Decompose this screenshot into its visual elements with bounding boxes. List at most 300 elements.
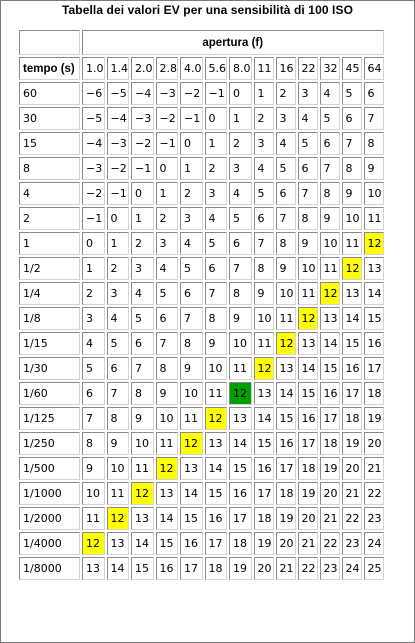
ev-cell: −4 <box>107 107 130 130</box>
ev-cell: 19 <box>229 557 252 580</box>
time-cell: 1 <box>19 232 80 255</box>
ev-cell: 25 <box>364 557 384 580</box>
ev-cell: 17 <box>320 407 340 430</box>
fstop-header-cell: 1.0 <box>82 57 105 80</box>
table-row <box>19 357 384 380</box>
ev-cell: 15 <box>298 382 318 405</box>
fstop-header-cell: 11 <box>254 57 274 80</box>
ev-cell: 10 <box>229 332 252 355</box>
ev-cell: 8 <box>298 207 318 230</box>
ev-cell: 6 <box>229 232 252 255</box>
ev-cell: 24 <box>364 532 384 555</box>
ev-cell: 11 <box>205 382 228 405</box>
table-row <box>19 457 384 480</box>
ev-cell: 15 <box>342 332 362 355</box>
ev-cell: 13 <box>229 407 252 430</box>
table-row <box>19 532 384 555</box>
ev-cell: 10 <box>205 357 228 380</box>
ev-cell: 17 <box>342 382 362 405</box>
ev-cell: 14 <box>107 557 130 580</box>
ev-cell: 12 <box>320 282 340 305</box>
table-row <box>19 257 384 280</box>
ev-cell: 19 <box>298 482 318 505</box>
table-title: Tabella dei valori EV per una sensibilità di 100 ISO <box>61 3 354 17</box>
ev-cell: −1 <box>205 82 228 105</box>
ev-cell: 21 <box>298 532 318 555</box>
ev-cell: 22 <box>298 557 318 580</box>
ev-cell: −1 <box>82 207 105 230</box>
ev-cell: 6 <box>82 382 105 405</box>
ev-cell: 9 <box>320 207 340 230</box>
fstop-header-cell: 64 <box>364 57 384 80</box>
ev-cell: 21 <box>276 557 296 580</box>
ev-cell: 2 <box>276 82 296 105</box>
ev-cell: 8 <box>82 432 105 455</box>
ev-cell: 2 <box>156 207 179 230</box>
ev-cell: 18 <box>205 557 228 580</box>
ev-cell: 17 <box>276 457 296 480</box>
ev-cell: 23 <box>320 557 340 580</box>
ev-cell: 16 <box>298 407 318 430</box>
ev-cell: 11 <box>131 457 154 480</box>
ev-cell: 0 <box>205 107 228 130</box>
ev-cell: 14 <box>298 357 318 380</box>
ev-cell: 10 <box>131 432 154 455</box>
ev-cell: 6 <box>156 307 179 330</box>
time-cell: 1/500 <box>19 457 80 480</box>
fstop-header-cell: 1.4 <box>107 57 130 80</box>
ev-cell: −1 <box>180 107 203 130</box>
ev-cell: 4 <box>131 282 154 305</box>
ev-cell: 14 <box>254 407 274 430</box>
ev-cell: −2 <box>180 82 203 105</box>
ev-cell: 7 <box>298 182 318 205</box>
ev-cell: 16 <box>254 457 274 480</box>
ev-cell: −1 <box>107 182 130 205</box>
ev-cell: 18 <box>229 532 252 555</box>
ev-cell: 5 <box>82 357 105 380</box>
ev-cell: 6 <box>298 157 318 180</box>
ev-cell: 23 <box>342 532 362 555</box>
ev-cell: 9 <box>107 432 130 455</box>
ev-cell: 7 <box>364 107 384 130</box>
ev-cell: −6 <box>82 82 105 105</box>
fstop-header-cell: 45 <box>342 57 362 80</box>
table-row <box>19 132 384 155</box>
ev-cell: 6 <box>320 132 340 155</box>
ev-cell: 15 <box>229 457 252 480</box>
ev-cell: 12 <box>107 507 130 530</box>
ev-cell: 10 <box>320 232 340 255</box>
time-header: tempo (s) <box>19 57 80 80</box>
ev-cell: 9 <box>229 307 252 330</box>
ev-cell: 4 <box>254 157 274 180</box>
ev-cell: 3 <box>180 207 203 230</box>
ev-cell: 4 <box>156 257 179 280</box>
ev-cell: −2 <box>131 132 154 155</box>
ev-cell: 0 <box>82 232 105 255</box>
ev-cell: 19 <box>364 407 384 430</box>
table-row <box>19 82 384 105</box>
ev-cell: 13 <box>180 457 203 480</box>
ev-cell: 15 <box>276 407 296 430</box>
ev-cell: 14 <box>276 382 296 405</box>
table-row <box>19 157 384 180</box>
ev-cell: 5 <box>320 107 340 130</box>
ev-cell: 8 <box>205 307 228 330</box>
header-row-aperture <box>19 30 384 55</box>
table-row <box>19 382 384 405</box>
ev-cell: 17 <box>229 507 252 530</box>
ev-cell: 20 <box>364 432 384 455</box>
ev-cell: 3 <box>131 257 154 280</box>
ev-cell: 15 <box>156 532 179 555</box>
ev-cell: 11 <box>298 282 318 305</box>
time-cell: 1/15 <box>19 332 80 355</box>
ev-cell: 6 <box>180 282 203 305</box>
ev-cell: 2 <box>131 232 154 255</box>
ev-cell: 7 <box>254 232 274 255</box>
ev-cell: −2 <box>156 107 179 130</box>
ev-cell: 20 <box>276 532 296 555</box>
ev-cell: 14 <box>229 432 252 455</box>
ev-cell: 8 <box>276 232 296 255</box>
time-cell: 1/2000 <box>19 507 80 530</box>
ev-cell: −3 <box>107 132 130 155</box>
ev-cell: 10 <box>156 407 179 430</box>
ev-cell: 13 <box>107 532 130 555</box>
ev-cell: 4 <box>107 307 130 330</box>
ev-cell: 15 <box>180 507 203 530</box>
ev-cell: 15 <box>131 557 154 580</box>
fstop-header-cell: 5.6 <box>205 57 228 80</box>
ev-cell: 8 <box>342 157 362 180</box>
ev-cell: 14 <box>364 282 384 305</box>
ev-cell: 4 <box>229 182 252 205</box>
ev-cell: 0 <box>107 207 130 230</box>
ev-cell: −3 <box>131 107 154 130</box>
time-cell: 1/8000 <box>19 557 80 580</box>
fstop-header-cell: 8.0 <box>229 57 252 80</box>
ev-cell: 8 <box>156 357 179 380</box>
ev-cell: 7 <box>156 332 179 355</box>
ev-cell: 5 <box>229 207 252 230</box>
time-cell: 2 <box>19 207 80 230</box>
ev-cell: −3 <box>156 82 179 105</box>
ev-cell: 3 <box>205 182 228 205</box>
time-cell: 60 <box>19 82 80 105</box>
table-row <box>19 182 384 205</box>
ev-cell: 9 <box>82 457 105 480</box>
ev-cell: 1 <box>229 107 252 130</box>
ev-cell: 7 <box>107 382 130 405</box>
ev-cell: 2 <box>254 107 274 130</box>
ev-cell: −2 <box>107 157 130 180</box>
ev-cell: 4 <box>276 132 296 155</box>
ev-cell: 13 <box>298 332 318 355</box>
ev-cell: 5 <box>205 232 228 255</box>
ev-cell: 24 <box>342 557 362 580</box>
header-row-fstops <box>19 57 384 80</box>
ev-cell: 1 <box>205 132 228 155</box>
ev-cell: 20 <box>342 457 362 480</box>
ev-cell: 10 <box>180 382 203 405</box>
ev-cell: 11 <box>364 207 384 230</box>
ev-cell: 9 <box>205 332 228 355</box>
ev-cell: 9 <box>131 407 154 430</box>
ev-cell: 14 <box>131 532 154 555</box>
ev-cell: 5 <box>156 282 179 305</box>
ev-cell: 0 <box>131 182 154 205</box>
ev-cell: 21 <box>320 507 340 530</box>
time-cell: 1/125 <box>19 407 80 430</box>
ev-cell: 6 <box>131 332 154 355</box>
ev-cell: 11 <box>107 482 130 505</box>
ev-cell: 10 <box>364 182 384 205</box>
ev-cell: 1 <box>180 157 203 180</box>
fstop-header-cell: 4.0 <box>180 57 203 80</box>
ev-cell: 5 <box>131 307 154 330</box>
ev-cell: 8 <box>320 182 340 205</box>
ev-cell: 11 <box>156 432 179 455</box>
time-cell: 1/1000 <box>19 482 80 505</box>
ev-cell: 3 <box>82 307 105 330</box>
ev-cell: 16 <box>364 332 384 355</box>
ev-cell: 3 <box>229 157 252 180</box>
ev-table <box>17 28 386 582</box>
ev-cell: 10 <box>107 457 130 480</box>
ev-cell: 5 <box>298 132 318 155</box>
ev-cell: 12 <box>229 382 252 405</box>
ev-cell: 13 <box>205 432 228 455</box>
ev-cell: 4 <box>320 82 340 105</box>
ev-cell: 2 <box>180 182 203 205</box>
ev-cell: 0 <box>156 157 179 180</box>
ev-cell: 6 <box>276 182 296 205</box>
ev-cell: 16 <box>342 357 362 380</box>
ev-cell: 14 <box>320 332 340 355</box>
ev-cell: 13 <box>276 357 296 380</box>
ev-cell: 16 <box>180 532 203 555</box>
table-row <box>19 282 384 305</box>
ev-cell: 15 <box>364 307 384 330</box>
table-row <box>19 432 384 455</box>
ev-cell: 11 <box>276 307 296 330</box>
ev-cell: 2 <box>205 157 228 180</box>
ev-cell: 18 <box>364 382 384 405</box>
ev-cell: 5 <box>107 332 130 355</box>
ev-cell: 12 <box>156 457 179 480</box>
ev-cell: 20 <box>320 482 340 505</box>
ev-cell: 13 <box>254 382 274 405</box>
ev-cell: 1 <box>254 82 274 105</box>
ev-cell: 12 <box>205 407 228 430</box>
ev-cell: 20 <box>298 507 318 530</box>
table-row <box>19 332 384 355</box>
ev-cell: 9 <box>156 382 179 405</box>
ev-cell: 19 <box>320 457 340 480</box>
time-cell: 1/4000 <box>19 532 80 555</box>
table-row <box>19 407 384 430</box>
ev-cell: 17 <box>364 357 384 380</box>
fstop-header-cell: 22 <box>298 57 318 80</box>
ev-cell: 11 <box>320 257 340 280</box>
ev-cell: 9 <box>276 257 296 280</box>
ev-cell: 3 <box>298 82 318 105</box>
ev-cell: 4 <box>298 107 318 130</box>
ev-cell: 18 <box>254 507 274 530</box>
ev-cell: 12 <box>364 232 384 255</box>
ev-cell: 13 <box>342 282 362 305</box>
ev-cell: 12 <box>254 357 274 380</box>
ev-cell: 8 <box>229 282 252 305</box>
ev-cell: 15 <box>205 482 228 505</box>
ev-cell: 6 <box>107 357 130 380</box>
time-cell: 1/250 <box>19 432 80 455</box>
ev-cell: 12 <box>82 532 105 555</box>
ev-cell: 7 <box>276 207 296 230</box>
ev-cell: 2 <box>229 132 252 155</box>
fstop-header-cell: 16 <box>276 57 296 80</box>
ev-cell: 19 <box>276 507 296 530</box>
ev-cell: 21 <box>342 482 362 505</box>
ev-cell: 4 <box>180 232 203 255</box>
ev-cell: 0 <box>180 132 203 155</box>
ev-cell: 21 <box>364 457 384 480</box>
ev-cell: 17 <box>298 432 318 455</box>
ev-cell: 8 <box>180 332 203 355</box>
ev-cell: 18 <box>276 482 296 505</box>
ev-cell: 19 <box>254 532 274 555</box>
ev-cell: 22 <box>364 482 384 505</box>
ev-cell: 17 <box>180 557 203 580</box>
ev-cell: 8 <box>107 407 130 430</box>
ev-cell: 8 <box>364 132 384 155</box>
ev-cell: −1 <box>156 132 179 155</box>
aperture-header: apertura (f) <box>82 30 384 55</box>
ev-cell: 16 <box>156 557 179 580</box>
ev-cell: −5 <box>107 82 130 105</box>
ev-cell: 9 <box>364 157 384 180</box>
ev-cell: 14 <box>156 507 179 530</box>
ev-cell: 14 <box>205 457 228 480</box>
ev-cell: 3 <box>276 107 296 130</box>
ev-cell: 13 <box>131 507 154 530</box>
ev-cell: 6 <box>254 207 274 230</box>
ev-cell: 10 <box>254 307 274 330</box>
ev-cell: 1 <box>82 257 105 280</box>
ev-cell: 8 <box>254 257 274 280</box>
ev-cell: 10 <box>276 282 296 305</box>
ev-cell: 10 <box>342 207 362 230</box>
time-cell: 15 <box>19 132 80 155</box>
ev-cell: 12 <box>342 257 362 280</box>
ev-cell: 9 <box>254 282 274 305</box>
ev-cell: 14 <box>180 482 203 505</box>
ev-cell: 18 <box>342 407 362 430</box>
ev-cell: 7 <box>229 257 252 280</box>
ev-cell: 12 <box>298 307 318 330</box>
ev-cell: 9 <box>180 357 203 380</box>
time-cell: 30 <box>19 107 80 130</box>
ev-cell: 3 <box>156 232 179 255</box>
ev-cell: 14 <box>342 307 362 330</box>
ev-cell: 17 <box>205 532 228 555</box>
ev-cell: −2 <box>82 182 105 205</box>
ev-cell: 17 <box>254 482 274 505</box>
table-row <box>19 207 384 230</box>
ev-cell: 1 <box>107 232 130 255</box>
table-row <box>19 507 384 530</box>
fstop-header-cell: 2.8 <box>156 57 179 80</box>
ev-cell: 2 <box>107 257 130 280</box>
ev-cell: 13 <box>364 257 384 280</box>
time-cell: 1/2 <box>19 257 80 280</box>
time-cell: 8 <box>19 157 80 180</box>
ev-cell: 19 <box>342 432 362 455</box>
ev-cell: 7 <box>131 357 154 380</box>
ev-cell: 0 <box>229 82 252 105</box>
ev-cell: 1 <box>131 207 154 230</box>
ev-cell: 16 <box>205 507 228 530</box>
ev-cell: 8 <box>131 382 154 405</box>
ev-cell: 2 <box>82 282 105 305</box>
ev-cell: 10 <box>298 257 318 280</box>
ev-cell: 15 <box>254 432 274 455</box>
ev-cell: 22 <box>342 507 362 530</box>
ev-cell: −5 <box>82 107 105 130</box>
ev-cell: 5 <box>180 257 203 280</box>
table-row <box>19 557 384 580</box>
ev-cell: 11 <box>342 232 362 255</box>
ev-cell: 13 <box>320 307 340 330</box>
table-row <box>19 307 384 330</box>
ev-cell: 3 <box>254 132 274 155</box>
ev-cell: 11 <box>180 407 203 430</box>
time-cell: 1/60 <box>19 382 80 405</box>
ev-cell: 5 <box>254 182 274 205</box>
ev-cell: 7 <box>342 132 362 155</box>
ev-cell: 16 <box>320 382 340 405</box>
fstop-header-cell: 32 <box>320 57 340 80</box>
table-row <box>19 107 384 130</box>
ev-cell: 6 <box>364 82 384 105</box>
ev-cell: 4 <box>205 207 228 230</box>
time-cell: 1/4 <box>19 282 80 305</box>
time-cell: 4 <box>19 182 80 205</box>
ev-cell: 11 <box>254 332 274 355</box>
ev-cell: 9 <box>298 232 318 255</box>
time-cell: 1/8 <box>19 307 80 330</box>
ev-cell: 4 <box>82 332 105 355</box>
ev-cell: −3 <box>82 157 105 180</box>
ev-cell: 18 <box>298 457 318 480</box>
ev-cell: 7 <box>180 307 203 330</box>
ev-cell: 12 <box>131 482 154 505</box>
ev-cell: 23 <box>364 507 384 530</box>
ev-cell: 13 <box>156 482 179 505</box>
ev-cell: −1 <box>131 157 154 180</box>
ev-cell: 18 <box>320 432 340 455</box>
ev-cell: 12 <box>180 432 203 455</box>
ev-cell: −4 <box>82 132 105 155</box>
fstop-header-cell: 2.0 <box>131 57 154 80</box>
time-cell: 1/30 <box>19 357 80 380</box>
ev-cell: 22 <box>320 532 340 555</box>
ev-cell: 1 <box>156 182 179 205</box>
ev-cell: 6 <box>342 107 362 130</box>
ev-cell: 11 <box>82 507 105 530</box>
